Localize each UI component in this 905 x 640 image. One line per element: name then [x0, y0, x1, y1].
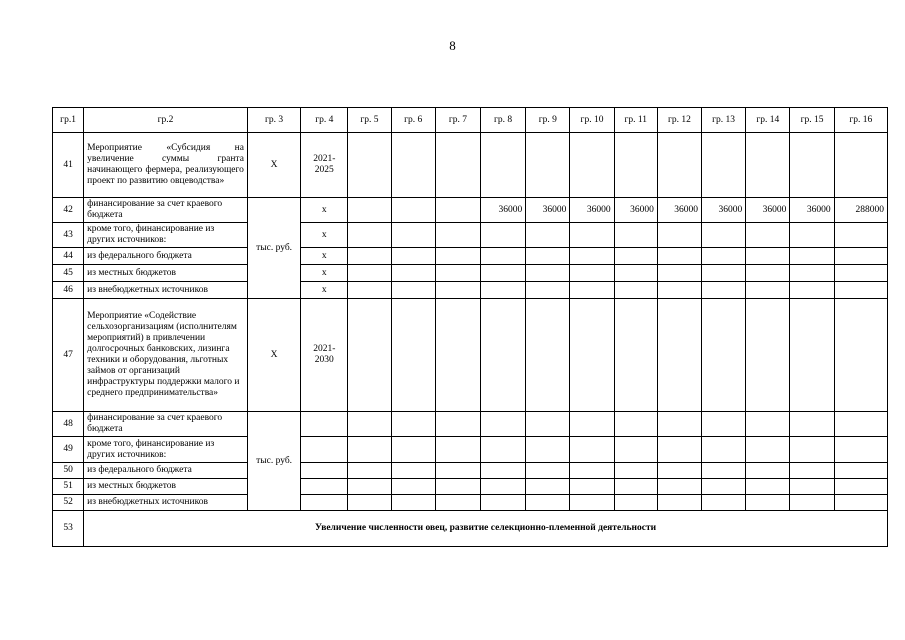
empty-cell — [790, 437, 834, 463]
unit-cell: тыс. руб. — [247, 412, 300, 511]
table-row — [53, 282, 888, 299]
empty-cell — [570, 248, 614, 265]
empty-cell — [435, 495, 480, 511]
total-cell: 288000 — [834, 198, 887, 223]
column-header: гр.2 — [84, 108, 248, 133]
empty-cell — [746, 282, 790, 299]
empty-cell — [790, 248, 834, 265]
empty-cell — [570, 479, 614, 495]
empty-cell — [657, 437, 701, 463]
value-cell: 36000 — [657, 198, 701, 223]
table-row — [53, 198, 888, 223]
empty-cell — [790, 265, 834, 282]
table-row — [53, 495, 888, 511]
empty-cell — [834, 133, 887, 198]
empty-cell — [702, 282, 746, 299]
empty-cell — [570, 463, 614, 479]
table-row — [53, 437, 888, 463]
value-cell: 36000 — [481, 198, 526, 223]
empty-cell — [481, 223, 526, 248]
value-cell: 36000 — [790, 198, 834, 223]
x-mark: х — [301, 282, 348, 299]
empty-cell — [435, 223, 480, 248]
empty-cell — [702, 265, 746, 282]
empty-cell — [526, 479, 570, 495]
empty-cell — [702, 495, 746, 511]
row-number: 47 — [53, 299, 84, 412]
program-table — [52, 107, 888, 547]
empty-cell — [526, 463, 570, 479]
column-header: гр. 13 — [702, 108, 746, 133]
empty-cell — [481, 463, 526, 479]
empty-cell — [435, 299, 480, 412]
empty-cell — [657, 495, 701, 511]
empty-cell — [834, 479, 887, 495]
measure-description: Мероприятие «Субсидия на увеличение суммы гранта начинающего фермера, реализующего проект по развитию овцеводства» — [84, 133, 248, 198]
empty-cell — [526, 248, 570, 265]
table-row — [53, 479, 888, 495]
empty-cell — [391, 479, 435, 495]
empty-cell — [391, 437, 435, 463]
row-number: 49 — [53, 437, 84, 463]
empty-cell — [614, 412, 657, 437]
empty-cell — [834, 412, 887, 437]
empty-cell — [614, 265, 657, 282]
empty-cell — [348, 198, 391, 223]
empty-cell — [348, 299, 391, 412]
empty-cell — [301, 437, 348, 463]
table-row — [53, 133, 888, 198]
empty-cell — [570, 223, 614, 248]
empty-cell — [435, 479, 480, 495]
empty-cell — [746, 223, 790, 248]
empty-cell — [614, 495, 657, 511]
empty-cell — [746, 479, 790, 495]
x-mark: х — [301, 198, 348, 223]
empty-cell — [435, 437, 480, 463]
empty-cell — [301, 463, 348, 479]
empty-cell — [834, 223, 887, 248]
measure-description: Мероприятие «Содействие сельхозорганизациям (исполнителям мероприятий) в привлечении долгосрочных банковских, лизинга техники и оборудования, льготных займов от организаций инфраструктуры поддержки малого и среднего предпринимательства» — [84, 299, 248, 412]
empty-cell — [614, 299, 657, 412]
empty-cell — [391, 299, 435, 412]
source-description: из федерального бюджета — [84, 248, 248, 265]
empty-cell — [391, 223, 435, 248]
row-number: 48 — [53, 412, 84, 437]
section-title: Увеличение численности овец, развитие селекционно-племенной деятельности — [84, 511, 888, 547]
empty-cell — [614, 463, 657, 479]
section-row — [53, 511, 888, 547]
empty-cell — [391, 265, 435, 282]
empty-cell — [348, 463, 391, 479]
column-header: гр. 11 — [614, 108, 657, 133]
row-number: 46 — [53, 282, 84, 299]
source-description: финансирование за счет краевого бюджета — [84, 412, 248, 437]
empty-cell — [481, 479, 526, 495]
empty-cell — [526, 495, 570, 511]
empty-cell — [435, 198, 480, 223]
row-number: 45 — [53, 265, 84, 282]
source-description: из местных бюджетов — [84, 479, 248, 495]
empty-cell — [657, 265, 701, 282]
column-header: гр. 16 — [834, 108, 887, 133]
empty-cell — [481, 133, 526, 198]
empty-cell — [301, 479, 348, 495]
empty-cell — [746, 463, 790, 479]
empty-cell — [834, 437, 887, 463]
empty-cell — [834, 463, 887, 479]
empty-cell — [790, 463, 834, 479]
empty-cell — [702, 299, 746, 412]
page-number: 8 — [449, 38, 456, 53]
empty-cell — [614, 248, 657, 265]
table-row — [53, 299, 888, 412]
empty-cell — [435, 282, 480, 299]
table-row — [53, 412, 888, 437]
empty-cell — [391, 463, 435, 479]
empty-cell — [526, 412, 570, 437]
row-number: 44 — [53, 248, 84, 265]
empty-cell — [614, 223, 657, 248]
empty-cell — [526, 223, 570, 248]
source-description: финансирование за счет краевого бюджета — [84, 198, 248, 223]
period-cell: 2021-2025 — [301, 133, 348, 198]
x-mark: х — [301, 265, 348, 282]
x-mark: х — [301, 248, 348, 265]
column-header: гр. 4 — [301, 108, 348, 133]
empty-cell — [614, 479, 657, 495]
empty-cell — [481, 495, 526, 511]
empty-cell — [526, 133, 570, 198]
empty-cell — [746, 495, 790, 511]
column-header: гр. 5 — [348, 108, 391, 133]
empty-cell — [391, 248, 435, 265]
period-cell: 2021-2030 — [301, 299, 348, 412]
empty-cell — [834, 265, 887, 282]
row-number: 42 — [53, 198, 84, 223]
source-description: из внебюджетных источников — [84, 282, 248, 299]
empty-cell — [570, 412, 614, 437]
empty-cell — [348, 479, 391, 495]
column-header: гр.1 — [53, 108, 84, 133]
empty-cell — [481, 265, 526, 282]
empty-cell — [301, 495, 348, 511]
empty-cell — [746, 133, 790, 198]
unit-cell: тыс. руб. — [247, 198, 300, 299]
value-cell: 36000 — [570, 198, 614, 223]
empty-cell — [526, 437, 570, 463]
empty-cell — [790, 479, 834, 495]
empty-cell — [657, 463, 701, 479]
column-header: гр. 7 — [435, 108, 480, 133]
source-description: из федерального бюджета — [84, 463, 248, 479]
empty-cell — [348, 495, 391, 511]
empty-cell — [348, 282, 391, 299]
empty-cell — [614, 133, 657, 198]
row-number: 51 — [53, 479, 84, 495]
column-header: гр. 6 — [391, 108, 435, 133]
empty-cell — [570, 495, 614, 511]
empty-cell — [348, 265, 391, 282]
empty-cell — [702, 463, 746, 479]
empty-cell — [570, 437, 614, 463]
empty-cell — [526, 299, 570, 412]
col3-mark: Х — [247, 133, 300, 198]
empty-cell — [570, 133, 614, 198]
row-number: 53 — [53, 511, 84, 547]
empty-cell — [391, 133, 435, 198]
row-number: 50 — [53, 463, 84, 479]
row-number: 43 — [53, 223, 84, 248]
empty-cell — [435, 248, 480, 265]
empty-cell — [391, 282, 435, 299]
empty-cell — [790, 223, 834, 248]
empty-cell — [657, 282, 701, 299]
empty-cell — [702, 248, 746, 265]
table-row — [53, 223, 888, 248]
empty-cell — [702, 479, 746, 495]
table-row — [53, 463, 888, 479]
empty-cell — [746, 248, 790, 265]
column-header: гр. 10 — [570, 108, 614, 133]
empty-cell — [481, 437, 526, 463]
empty-cell — [391, 412, 435, 437]
empty-cell — [570, 299, 614, 412]
empty-cell — [834, 299, 887, 412]
empty-cell — [702, 223, 746, 248]
empty-cell — [570, 265, 614, 282]
source-description: из местных бюджетов — [84, 265, 248, 282]
empty-cell — [348, 248, 391, 265]
value-cell: 36000 — [702, 198, 746, 223]
row-number: 41 — [53, 133, 84, 198]
empty-cell — [657, 133, 701, 198]
empty-cell — [657, 299, 701, 412]
empty-cell — [746, 265, 790, 282]
x-mark: х — [301, 223, 348, 248]
value-cell: 36000 — [746, 198, 790, 223]
column-header: гр. 9 — [526, 108, 570, 133]
empty-cell — [790, 133, 834, 198]
empty-cell — [348, 437, 391, 463]
empty-cell — [435, 133, 480, 198]
value-cell: 36000 — [614, 198, 657, 223]
empty-cell — [570, 282, 614, 299]
empty-cell — [391, 495, 435, 511]
empty-cell — [657, 479, 701, 495]
empty-cell — [746, 412, 790, 437]
empty-cell — [702, 437, 746, 463]
empty-cell — [391, 198, 435, 223]
empty-cell — [657, 248, 701, 265]
empty-cell — [481, 299, 526, 412]
empty-cell — [435, 463, 480, 479]
empty-cell — [746, 437, 790, 463]
column-header: гр. 14 — [746, 108, 790, 133]
empty-cell — [834, 248, 887, 265]
empty-cell — [301, 412, 348, 437]
empty-cell — [702, 133, 746, 198]
source-description: кроме того, финансирование из других источников: — [84, 223, 248, 248]
empty-cell — [746, 299, 790, 412]
empty-cell — [348, 133, 391, 198]
value-cell: 36000 — [526, 198, 570, 223]
empty-cell — [526, 282, 570, 299]
column-header: гр. 12 — [657, 108, 701, 133]
column-header: гр. 15 — [790, 108, 834, 133]
table-row — [53, 265, 888, 282]
source-description: из внебюджетных источников — [84, 495, 248, 511]
empty-cell — [481, 248, 526, 265]
empty-cell — [348, 223, 391, 248]
empty-cell — [348, 412, 391, 437]
empty-cell — [435, 265, 480, 282]
col3-mark: Х — [247, 299, 300, 412]
empty-cell — [481, 412, 526, 437]
column-header: гр. 3 — [247, 108, 300, 133]
empty-cell — [614, 437, 657, 463]
empty-cell — [790, 282, 834, 299]
empty-cell — [657, 412, 701, 437]
table-row — [53, 248, 888, 265]
column-header: гр. 8 — [481, 108, 526, 133]
empty-cell — [526, 265, 570, 282]
empty-cell — [702, 412, 746, 437]
empty-cell — [790, 299, 834, 412]
empty-cell — [790, 412, 834, 437]
row-number: 52 — [53, 495, 84, 511]
empty-cell — [481, 282, 526, 299]
empty-cell — [614, 282, 657, 299]
empty-cell — [435, 412, 480, 437]
empty-cell — [657, 223, 701, 248]
header-row — [53, 108, 888, 133]
empty-cell — [790, 495, 834, 511]
source-description: кроме того, финансирование из других источников: — [84, 437, 248, 463]
empty-cell — [834, 495, 887, 511]
empty-cell — [834, 282, 887, 299]
